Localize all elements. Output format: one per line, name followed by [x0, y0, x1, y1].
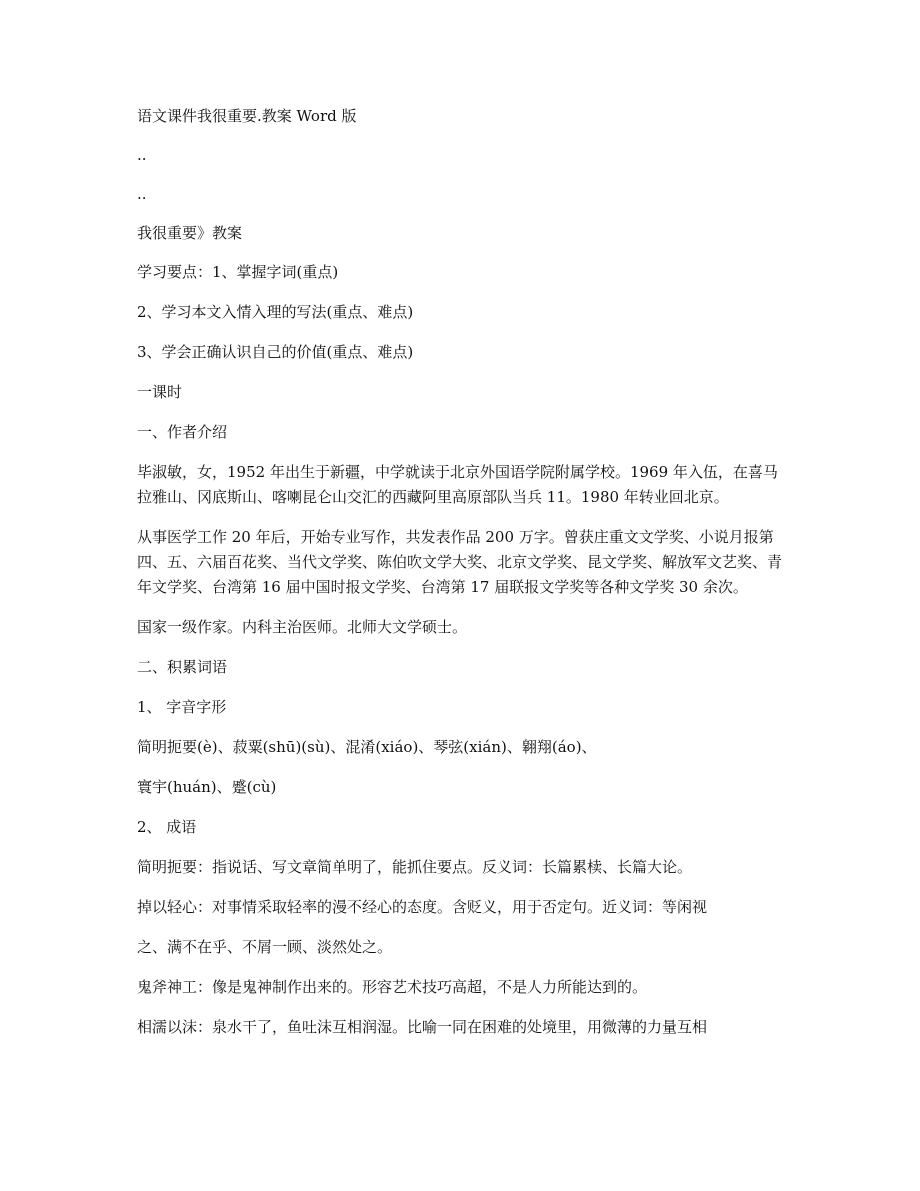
idiom-definition: 之、满不在乎、不屑一顾、淡然处之。 [137, 938, 393, 956]
subsection-heading: 2、 成语 [137, 818, 197, 836]
lesson-duration: 一课时 [137, 383, 183, 401]
ellipsis-line: .. [137, 185, 147, 203]
objective-item: 学习要点：1、掌握字词(重点) [137, 263, 339, 281]
idiom-definition: 掉以轻心：对事情采取轻率的漫不经心的态度。含贬义，用于否定句。近义词：等闲视 [137, 898, 708, 916]
pronunciation-line: 寰宇(huán)、蹙(cù) [137, 778, 277, 796]
author-bio-paragraph: 毕淑敏，女，1952 年出生于新疆，中学就读于北京外国语学院附属学校。1969 年入伍，在喜马拉雅山、冈底斯山、喀喇昆仑山交汇的西藏阿里高原部队当兵 11。1980 年转业回北京。 [137, 463, 778, 506]
idiom-definition: 简明扼要：指说话、写文章简单明了，能抓住要点。反义词：长篇累椟、长篇大论。 [137, 858, 693, 876]
objective-item: 2、学习本文入情入理的写法(重点、难点) [137, 303, 414, 321]
ellipsis-line: .. [137, 146, 147, 164]
section-heading: 二、积累词语 [137, 658, 228, 676]
pronunciation-line: 简明扼要(è)、菽粟(shū)(sù)、混淆(xiáo)、琴弦(xián)、翱翔(áo)、 [137, 738, 597, 756]
subsection-heading: 1、 字音字形 [137, 698, 227, 716]
idiom-definition: 鬼斧神工：像是鬼神制作出来的。形容艺术技巧高超，不是人力所能达到的。 [137, 978, 648, 996]
lesson-heading: 我很重要》教案 [137, 224, 243, 242]
author-bio-paragraph: 从事医学工作 20 年后，开始专业写作，共发表作品 200 万字。曾获庄重文文学奖、小说月报第四、五、六届百花奖、当代文学奖、陈伯吹文学大奖、北京文学奖、昆文学奖、解放军文艺奖、青年文学奖、台湾第 16 届中国时报文学奖、台湾第 17 届联报文学奖等各种文学奖 30 余次。 [137, 528, 783, 596]
document-title: 语文课件我很重要.教案 Word 版 [137, 107, 357, 125]
section-heading: 一、作者介绍 [137, 423, 228, 441]
document-body [137, 104, 787, 1040]
objective-item: 3、学会正确认识自己的价值(重点、难点) [137, 343, 414, 361]
idiom-definition: 相濡以沫：泉水干了，鱼吐沫互相润湿。比喻一同在困难的处境里，用微薄的力量互相 [137, 1018, 708, 1036]
author-bio-paragraph: 国家一级作家。内科主治医师。北师大文学硕士。 [137, 618, 468, 636]
